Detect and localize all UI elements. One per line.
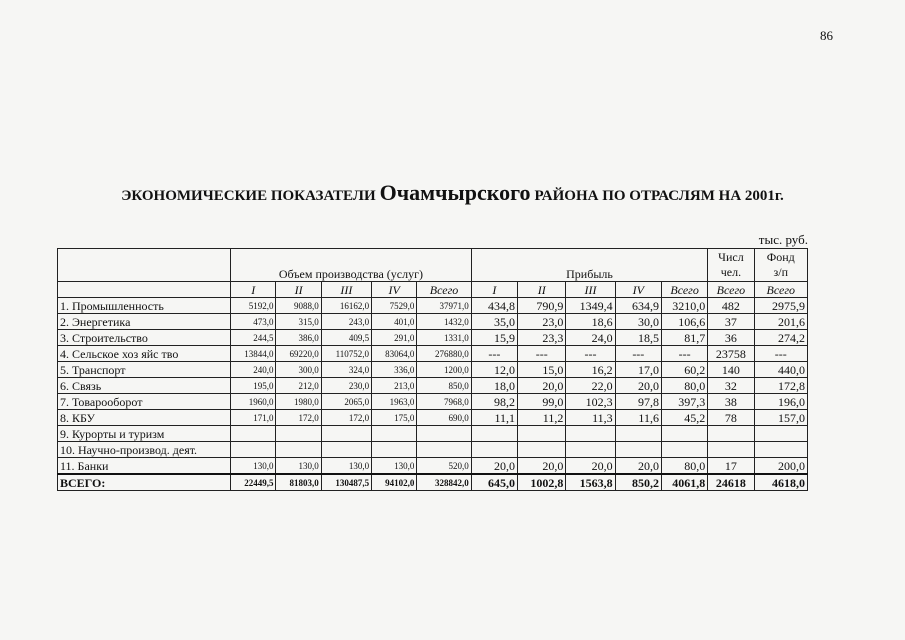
table-cell: 78: [708, 410, 754, 426]
header-employees: [708, 249, 754, 282]
table-cell: 300,0: [276, 362, 321, 378]
table-row: [58, 298, 808, 314]
table-cell: 520,0: [417, 458, 471, 475]
row-label: 2. Энергетика: [58, 314, 231, 330]
table-cell: ---: [661, 346, 707, 362]
table-cell: 201,6: [754, 314, 807, 330]
table-cell: [321, 426, 371, 442]
row-label: 5. Транспорт: [58, 362, 231, 378]
table-cell: 324,0: [321, 362, 371, 378]
table-cell: 22,0: [566, 378, 615, 394]
table-cell: 240,0: [231, 362, 276, 378]
table-cell: [471, 426, 517, 442]
table-cell: 24,0: [566, 330, 615, 346]
table-cell: 171,0: [231, 410, 276, 426]
table-cell: 3210,0: [661, 298, 707, 314]
table-row: [58, 410, 808, 426]
header-wage-line1: Фонд: [766, 250, 795, 264]
table-cell: 18,5: [615, 330, 661, 346]
table-cell: 20,0: [471, 458, 517, 475]
row-label: 9. Курорты и туризм: [58, 426, 231, 442]
subheader-cell: IV: [615, 282, 661, 298]
table-cell: 645,0: [471, 474, 517, 491]
table-cell: [518, 426, 566, 442]
table-cell: 110752,0: [321, 346, 371, 362]
table-cell: 434,8: [471, 298, 517, 314]
table-cell: 1563,8: [566, 474, 615, 491]
table-cell: 69220,0: [276, 346, 321, 362]
table-cell: 60,2: [661, 362, 707, 378]
table-cell: 30,0: [615, 314, 661, 330]
table-cell: 24618: [708, 474, 754, 491]
table-cell: 20,0: [566, 458, 615, 475]
table-cell: 13844,0: [231, 346, 276, 362]
header-profit: Прибыль: [471, 249, 708, 282]
table-cell: 1349,4: [566, 298, 615, 314]
table-cell: 45,2: [661, 410, 707, 426]
table-cell: 175,0: [372, 410, 417, 426]
table-row: [58, 394, 808, 410]
table-cell: ---: [615, 346, 661, 362]
table-cell: 81,7: [661, 330, 707, 346]
header-wage-fund: [754, 249, 807, 282]
table-cell: 17,0: [615, 362, 661, 378]
table-cell: 7529,0: [372, 298, 417, 314]
table-cell: 106,6: [661, 314, 707, 330]
table-cell: 243,0: [321, 314, 371, 330]
table-cell: 1200,0: [417, 362, 471, 378]
table-cell: [615, 426, 661, 442]
table-cell: [754, 426, 807, 442]
table-cell: 23,0: [518, 314, 566, 330]
table-cell: 401,0: [372, 314, 417, 330]
table-cell: [566, 426, 615, 442]
table-cell: 36: [708, 330, 754, 346]
table-cell: 690,0: [417, 410, 471, 426]
row-label: 4. Сельское хоз яйс тво: [58, 346, 231, 362]
title-district: Очамчырского: [379, 180, 531, 205]
table-row: [58, 458, 808, 475]
table-cell: ---: [518, 346, 566, 362]
title-part-1: ЭКОНОМИЧЕСКИЕ ПОКАЗАТЕЛИ: [121, 188, 376, 204]
row-label: 10. Научно-производ. деят.: [58, 442, 231, 458]
table-cell: 140: [708, 362, 754, 378]
table-cell: [754, 442, 807, 458]
table-cell: 315,0: [276, 314, 321, 330]
header-wage-line2: з/п: [773, 265, 789, 279]
table-cell: 83064,0: [372, 346, 417, 362]
table-cell: 23,3: [518, 330, 566, 346]
page-number: 86: [820, 28, 833, 43]
table-cell: 23758: [708, 346, 754, 362]
table-cell: 20,0: [518, 378, 566, 394]
table-cell: [231, 426, 276, 442]
table-cell: 1432,0: [417, 314, 471, 330]
table-cell: 32: [708, 378, 754, 394]
table-cell: 409,5: [321, 330, 371, 346]
table-cell: 37: [708, 314, 754, 330]
subheader-cell: I: [231, 282, 276, 298]
subheader-cell: Всего: [661, 282, 707, 298]
table-cell: 16,2: [566, 362, 615, 378]
table-cell: 20,0: [518, 458, 566, 475]
row-label: 6. Связь: [58, 378, 231, 394]
table-cell: 4061,8: [661, 474, 707, 491]
table-cell: 4618,0: [754, 474, 807, 491]
table-cell: 11,2: [518, 410, 566, 426]
total-row: [58, 474, 808, 491]
subheader-cell: Всего: [708, 282, 754, 298]
table-cell: [615, 442, 661, 458]
table-cell: 35,0: [471, 314, 517, 330]
table-cell: 386,0: [276, 330, 321, 346]
table-cell: 11,3: [566, 410, 615, 426]
table-cell: [518, 442, 566, 458]
table-cell: 130,0: [276, 458, 321, 475]
table-cell: 12,0: [471, 362, 517, 378]
table-cell: ---: [471, 346, 517, 362]
row-label: ВСЕГО:: [58, 474, 231, 491]
header-row-1: [58, 249, 808, 282]
header-employees-line1: Числ: [718, 250, 744, 264]
table-cell: 18,0: [471, 378, 517, 394]
table-cell: 38: [708, 394, 754, 410]
header-empty-cell: [58, 282, 231, 298]
table-cell: 20,0: [615, 378, 661, 394]
table-cell: 1960,0: [231, 394, 276, 410]
table-cell: 157,0: [754, 410, 807, 426]
table-cell: 1980,0: [276, 394, 321, 410]
table-cell: 634,9: [615, 298, 661, 314]
table-cell: [708, 442, 754, 458]
row-label: 7. Товарооборот: [58, 394, 231, 410]
table-cell: 1002,8: [518, 474, 566, 491]
row-label: 1. Промышленность: [58, 298, 231, 314]
economic-indicators-table: [57, 248, 808, 491]
table-cell: 2065,0: [321, 394, 371, 410]
header-volume: Объем производства (услуг): [231, 249, 472, 282]
table-cell: 81803,0: [276, 474, 321, 491]
table-cell: ---: [566, 346, 615, 362]
table-cell: 172,0: [276, 410, 321, 426]
table-cell: 130,0: [231, 458, 276, 475]
table-cell: 212,0: [276, 378, 321, 394]
table-cell: 11,1: [471, 410, 517, 426]
table-cell: 98,2: [471, 394, 517, 410]
table-cell: 94102,0: [372, 474, 417, 491]
table-cell: 291,0: [372, 330, 417, 346]
table-row: [58, 346, 808, 362]
table-cell: 5192,0: [231, 298, 276, 314]
table-cell: 230,0: [321, 378, 371, 394]
table-cell: [321, 442, 371, 458]
table-cell: 397,3: [661, 394, 707, 410]
table-cell: 790,9: [518, 298, 566, 314]
table-cell: 9088,0: [276, 298, 321, 314]
units-label: тыс. руб.: [758, 232, 808, 247]
table-cell: [372, 426, 417, 442]
table-cell: 11,6: [615, 410, 661, 426]
table-cell: 80,0: [661, 378, 707, 394]
table-cell: 15,0: [518, 362, 566, 378]
table-row: [58, 362, 808, 378]
table-cell: 18,6: [566, 314, 615, 330]
table-cell: ---: [754, 346, 807, 362]
table-cell: 7968,0: [417, 394, 471, 410]
table-cell: 1331,0: [417, 330, 471, 346]
table-cell: [471, 442, 517, 458]
table-cell: 473,0: [231, 314, 276, 330]
table-cell: [566, 442, 615, 458]
subheader-cell: IV: [372, 282, 417, 298]
header-row-2: [58, 282, 808, 298]
subheader-cell: II: [518, 282, 566, 298]
subheader-cell: II: [276, 282, 321, 298]
table-cell: 200,0: [754, 458, 807, 475]
table-cell: 17: [708, 458, 754, 475]
table-cell: 440,0: [754, 362, 807, 378]
table-cell: [417, 442, 471, 458]
table-cell: 328842,0: [417, 474, 471, 491]
table-cell: 850,2: [615, 474, 661, 491]
header-employees-line2: чел.: [720, 265, 742, 279]
subheader-cell: I: [471, 282, 517, 298]
table-cell: 172,0: [321, 410, 371, 426]
table-cell: 196,0: [754, 394, 807, 410]
table-cell: 97,8: [615, 394, 661, 410]
row-label: 3. Строительство: [58, 330, 231, 346]
table-row: [58, 378, 808, 394]
table-cell: 274,2: [754, 330, 807, 346]
subheader-cell: III: [321, 282, 371, 298]
table-cell: 276880,0: [417, 346, 471, 362]
table-cell: [661, 442, 707, 458]
row-label: 11. Банки: [58, 458, 231, 475]
table-cell: 244,5: [231, 330, 276, 346]
table-cell: 22449,5: [231, 474, 276, 491]
subheader-cell: III: [566, 282, 615, 298]
table-cell: 16162,0: [321, 298, 371, 314]
table-cell: [661, 426, 707, 442]
table-cell: [276, 426, 321, 442]
page-title: [0, 180, 905, 206]
table-cell: 99,0: [518, 394, 566, 410]
table-cell: 80,0: [661, 458, 707, 475]
table-cell: 213,0: [372, 378, 417, 394]
table-cell: [276, 442, 321, 458]
table-cell: 1963,0: [372, 394, 417, 410]
table-cell: 130487,5: [321, 474, 371, 491]
subheader-cell: Всего: [754, 282, 807, 298]
table-row: [58, 330, 808, 346]
table-cell: 37971,0: [417, 298, 471, 314]
table-row: [58, 442, 808, 458]
table-cell: 2975,9: [754, 298, 807, 314]
table-cell: 195,0: [231, 378, 276, 394]
table-cell: 130,0: [321, 458, 371, 475]
table-row: [58, 426, 808, 442]
table-cell: [417, 426, 471, 442]
subheader-cell: Всего: [417, 282, 471, 298]
table-row: [58, 314, 808, 330]
header-empty-cell: [58, 249, 231, 282]
table-cell: 850,0: [417, 378, 471, 394]
table-cell: 336,0: [372, 362, 417, 378]
table-cell: 172,8: [754, 378, 807, 394]
table-cell: 130,0: [372, 458, 417, 475]
table-cell: 482: [708, 298, 754, 314]
table-cell: 102,3: [566, 394, 615, 410]
table-cell: 15,9: [471, 330, 517, 346]
table-cell: [708, 426, 754, 442]
row-label: 8. КБУ: [58, 410, 231, 426]
table-cell: [231, 442, 276, 458]
table-cell: [372, 442, 417, 458]
title-part-3: РАЙОНА ПО ОТРАСЛЯМ НА 2001г.: [534, 188, 784, 204]
table-cell: 20,0: [615, 458, 661, 475]
